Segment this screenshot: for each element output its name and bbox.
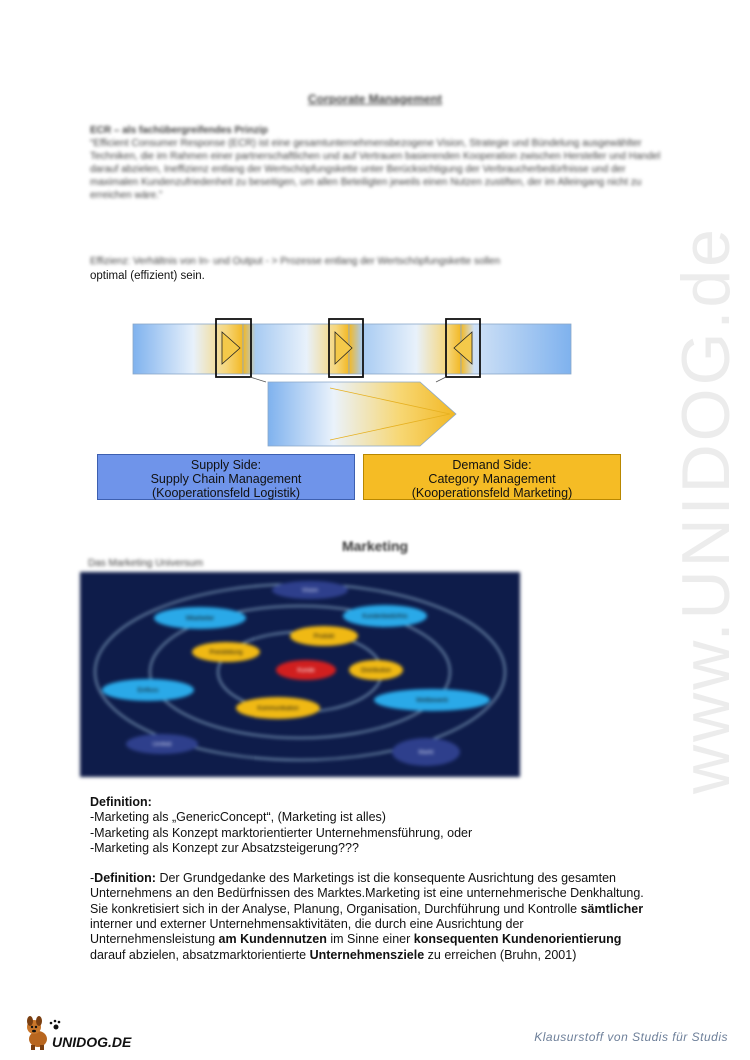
definition-paragraph [90,871,650,963]
universe-label-left: Einfluss [137,688,159,694]
universe-label-lower-mid: Kommunikation [257,706,299,712]
definition-text: interner und externer Unternehmensaktivitäten, die durch eine Ausrichtung der Unternehmensleistung [90,917,524,947]
category-management-label: Category Management [428,472,556,486]
definition-paragraph-label: Definition: [94,871,156,886]
marketing-universe-image [80,572,520,777]
chain-segment-3 [349,324,461,374]
supply-side-label: Supply Side: [190,458,262,472]
universe-label-mid-left: Preisbildung [209,650,243,656]
ecr-quote: “Efficient Consumer Response (ECR) ist eine gesamtunternehmensbezogene Vision, Strategie und Bündelung ausgewählter Techniken, die im Rahmen einer partnerschaftlichen und auf Vertrauen basierenden Kooperation zwischen Hersteller und Handel darauf abzielen, Ineffizienz entlang der Wertschöpfungskette unter Berücksichtigung der Verbraucherbedürfnisse und der maximalen Kundenzufriedenheit zu beseitigen, um allen Beteiligten jeweils einen Nutzen zustiften, der im Alleingang nicht zu erreichen wäre.” [90,138,661,201]
efficiency-line: Effizienz: Verhältnis von In- und Output - > Prozesse entlang der Wertschöpfungskette sollen [90,256,501,267]
universe-label-right: Wettbewerb [416,698,448,704]
footer-tagline: Klausurstoff von Studis für Studis [534,1030,728,1044]
marketing-heading: Marketing [341,538,409,554]
efficiency-paragraph [90,255,670,283]
definition-bold-text: Unternehmensziele [309,947,425,962]
corporate-management-heading: Corporate Management [307,92,443,106]
definition-bold-text: am Kundennutzen [218,932,327,947]
universe-label-center: Kunde [297,668,315,674]
definition-text: darauf abzielen, absatzmarktorientierte [90,947,310,962]
demand-side-label: Demand Side: [452,458,532,472]
efficiency-line-end: optimal (effizient) sein. [90,270,205,282]
ecr-subheading: ECR – als fachübergreifendes Prinzip [90,125,268,136]
chain-segment-4 [461,324,571,374]
universe-label-outer-right: Kundenbedürfnis [362,614,408,620]
paw-icon [50,1020,61,1030]
marketing-universe-caption: Das Marketing Universum [88,558,204,569]
watermark: www.UNIDOG.de [668,226,744,794]
supply-chain-management-label: Supply Chain Management [150,472,302,486]
ecr-section [90,124,670,202]
combined-flow-arrow [268,382,456,446]
definition-dash: - [90,871,95,886]
universe-label-outer-left: Mitarbeiter [185,616,215,622]
chain-segment-2 [243,324,349,374]
definition-text: Der Grundgedanke des Marketings ist die konsequente Ausrichtung des gesamten Unternehmens an den Bedürfnissen des Marktes.Marketing ist eine unternehmerische Denkhaltung. Sie konkretisiert sich in der Analyse, Planung, Organisation, Durchführung und Kontrolle [90,871,644,916]
definition-text: im Sinne einer [326,932,414,947]
definition-bold-text: konsequenten Kundenorientierung [413,932,622,947]
definition-title: Definition: [90,795,152,809]
definition-text: zu erreichen (Bruhn, 2001) [424,947,577,962]
universe-label-bottom-right: Markt [418,750,434,756]
logistik-label: (Kooperationsfeld Logistik) [152,486,300,500]
definition-section [90,795,650,963]
definition-bold-text: sämtlicher [580,901,644,916]
universe-label-mid-right: Distribution [360,668,392,674]
definition-item: -Marketing als Konzept zur Absatzsteigerung??? [90,840,359,855]
definition-item: -Marketing als Konzept marktorientierter Unternehmensführung, oder [90,825,473,840]
universe-label-top: Vision [301,588,319,594]
definition-item: -Marketing als „GenericConcept“, (Marketing ist alles) [90,810,386,825]
marketing-field-label: (Kooperationsfeld Marketing) [411,486,573,500]
logo-text: UNIDOG.DE [52,1034,132,1050]
universe-label-mid-top: Produkt [313,634,335,640]
unidog-logo[interactable] [22,1013,157,1053]
universe-label-bottom-left: Umfeld [152,742,172,748]
supply-side-box [97,454,355,500]
dog-icon [27,1016,47,1050]
demand-side-box [363,454,621,500]
